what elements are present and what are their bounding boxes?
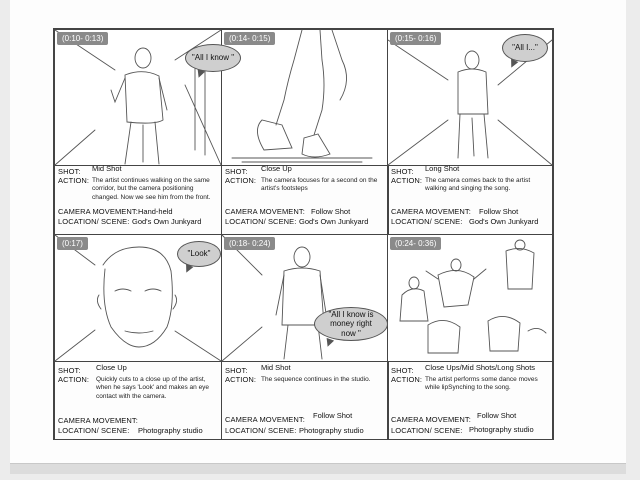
panel-2-sketch-footsteps bbox=[222, 30, 388, 165]
panel-2-details bbox=[225, 164, 386, 235]
panel-4-shot-label: SHOT: bbox=[58, 366, 81, 375]
page-bottom-edge bbox=[10, 463, 626, 474]
storyboard-panel-4 bbox=[54, 234, 222, 440]
panel-4-location-label: LOCATION/ SCENE: bbox=[58, 426, 130, 435]
panel-3-camera-label: CAMERA MOVEMENT: bbox=[391, 207, 471, 216]
storyboard-panel-3 bbox=[387, 29, 553, 235]
panel-1-speech-bubble bbox=[185, 44, 241, 72]
panel-6-location-label: LOCATION/ SCENE: bbox=[391, 426, 463, 435]
panel-5-camera-label: CAMERA MOVEMENT: bbox=[225, 415, 305, 424]
storyboard-panel-1 bbox=[54, 29, 235, 235]
panel-3-location-label: LOCATION/ SCENE: bbox=[391, 217, 463, 226]
panel-5-sketch-studio-mid-shot bbox=[222, 235, 388, 361]
panel-5-shot-value: Mid Shot bbox=[261, 363, 291, 372]
panel-2-location-value: God's Own Junkyard bbox=[299, 217, 369, 226]
panel-4-sketch-frame bbox=[55, 235, 221, 362]
panel-2-shot-value: Close Up bbox=[261, 164, 292, 173]
panel-5-speech-bubble bbox=[314, 307, 388, 341]
storyboard-grid bbox=[53, 28, 554, 440]
panel-6-shot-value: Close Ups/Mid Shots/Long Shots bbox=[425, 363, 536, 372]
panel-2-camera-value: Follow Shot bbox=[311, 207, 351, 216]
panel-6-sketch-dance-montage bbox=[388, 235, 552, 361]
panel-5-shot-label: SHOT: bbox=[225, 366, 248, 375]
panel-5-camera-value: Follow Shot bbox=[313, 411, 353, 420]
panel-3-action-label: ACTION: bbox=[391, 176, 423, 185]
panel-2-action-label: ACTION: bbox=[225, 176, 257, 185]
storyboard-panel-5 bbox=[221, 234, 389, 440]
panel-3-speech-bubble bbox=[502, 34, 548, 62]
panel-2-action-text: The camera focuses for a second on the artist's footsteps bbox=[261, 177, 378, 193]
panel-4-speech-bubble bbox=[177, 241, 221, 267]
panel-6-camera-label: CAMERA MOVEMENT: bbox=[391, 415, 471, 424]
panel-4-bubble-text: "Look" bbox=[187, 249, 211, 259]
panel-5-timecode: (0:18- 0:24) bbox=[224, 237, 275, 250]
panel-3-timecode: (0:15- 0:16) bbox=[390, 32, 441, 45]
panel-5-sketch-frame bbox=[222, 235, 388, 362]
panel-2-timecode: (0:14- 0:15) bbox=[224, 32, 275, 45]
panel-4-details bbox=[58, 363, 219, 439]
panel-1-bubble-text: "All I know " bbox=[191, 53, 235, 63]
panel-1-sketch-frame bbox=[55, 30, 235, 166]
panel-4-action-label: ACTION: bbox=[58, 375, 90, 384]
panel-6-camera-value: Follow Shot bbox=[477, 411, 517, 420]
panel-2-camera-label: CAMERA MOVEMENT: bbox=[225, 207, 305, 216]
panel-5-details bbox=[225, 363, 386, 439]
panel-1-location-label: LOCATION/ SCENE: bbox=[58, 217, 130, 226]
panel-1-action-text: The artist continues walking on the same corridor, but the camera positioning changed. Now we see him from the front. bbox=[92, 177, 211, 201]
panel-6-shot-label: SHOT: bbox=[391, 366, 414, 375]
panel-1-timecode: (0:10- 0:13) bbox=[57, 32, 108, 45]
panel-3-location-value: God's Own Junkyard bbox=[469, 217, 539, 226]
storyboard-panel-6 bbox=[387, 234, 553, 440]
panel-1-action-label: ACTION: bbox=[58, 176, 90, 185]
panel-4-location-value: Photography studio bbox=[138, 426, 203, 435]
panel-1-shot-value: Mid Shot bbox=[92, 164, 122, 173]
panel-1-camera-value: Hand-held bbox=[138, 207, 173, 216]
panel-1-camera-label: CAMERA MOVEMENT: bbox=[58, 207, 138, 216]
panel-1-location-value: God's Own Junkyard bbox=[132, 217, 202, 226]
panel-6-timecode: (0:24- 0:36) bbox=[390, 237, 441, 250]
panel-1-shot-label: SHOT: bbox=[58, 167, 81, 176]
storyboard-panel-2 bbox=[221, 29, 389, 235]
panel-3-details bbox=[391, 164, 550, 235]
panel-2-sketch-frame bbox=[222, 30, 388, 166]
panel-4-timecode: (0:17) bbox=[57, 237, 88, 250]
panel-3-action-text: The camera comes back to the artist walking and singing the song. bbox=[425, 177, 531, 193]
panel-3-shot-value: Long Shot bbox=[425, 164, 460, 173]
panel-6-action-text: The artist performs some dance moves while lipSynching to the song. bbox=[425, 376, 538, 392]
panel-5-action-label: ACTION: bbox=[225, 375, 257, 384]
panel-3-bubble-text: "All I..." bbox=[512, 43, 538, 53]
panel-6-sketch-frame bbox=[388, 235, 552, 362]
panel-4-camera-label: CAMERA MOVEMENT: bbox=[58, 416, 138, 425]
panel-5-bubble-text: "All I know is money right now " bbox=[328, 310, 374, 338]
panel-3-camera-value: Follow Shot bbox=[479, 207, 519, 216]
panel-4-action-text: Quickly cuts to a close up of the artist, when he says 'Look' and makes an eye contact with the camera. bbox=[96, 376, 210, 400]
panel-2-location-label: LOCATION/ SCENE: bbox=[225, 217, 297, 226]
panel-6-location-value: Photography studio bbox=[469, 425, 534, 434]
panel-6-action-label: ACTION: bbox=[391, 375, 423, 384]
panel-3-shot-label: SHOT: bbox=[391, 167, 414, 176]
panel-5-location-value: Photography studio bbox=[299, 426, 364, 435]
panel-6-details bbox=[391, 363, 550, 439]
panel-1-details bbox=[58, 164, 219, 235]
panel-5-location-label: LOCATION/ SCENE: bbox=[225, 426, 297, 435]
panel-4-shot-value: Close Up bbox=[96, 363, 127, 372]
panel-3-sketch-frame bbox=[388, 30, 552, 166]
panel-5-action-text: The sequence continues in the studio. bbox=[261, 376, 371, 383]
panel-2-shot-label: SHOT: bbox=[225, 167, 248, 176]
